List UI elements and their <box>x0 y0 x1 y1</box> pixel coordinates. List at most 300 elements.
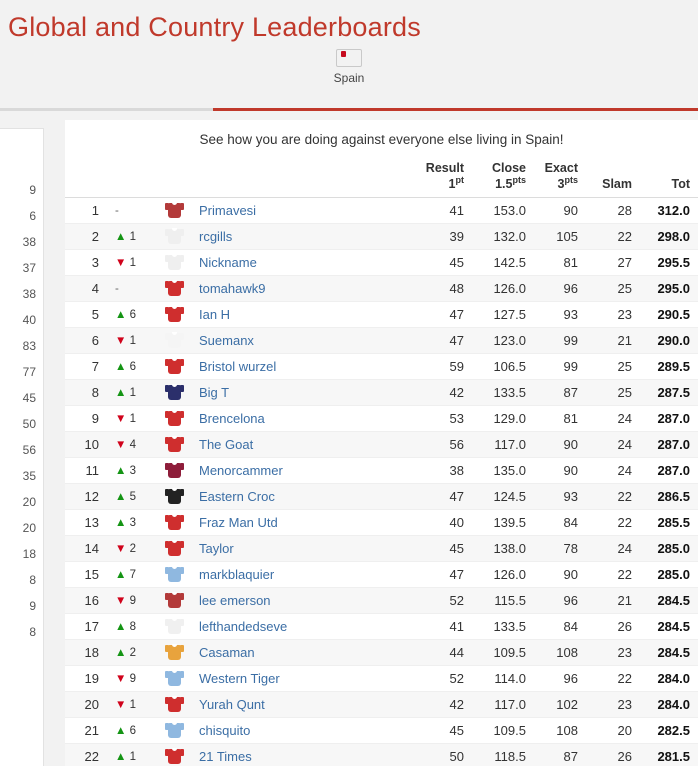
shirt-icon <box>165 201 184 218</box>
cell-close: 118.5 <box>472 744 534 766</box>
col-result[interactable] <box>416 161 472 198</box>
movement-value: 1 <box>129 412 136 425</box>
cell-kit <box>157 484 191 510</box>
cell-rank: 16 <box>65 588 105 614</box>
cell-rank: 20 <box>65 692 105 718</box>
col-slam[interactable]: Slam <box>586 161 640 198</box>
col-close[interactable] <box>472 161 534 198</box>
cell-kit <box>157 406 191 432</box>
shirt-icon <box>165 409 184 426</box>
cell-player-name[interactable] <box>191 614 416 640</box>
cell-exact: 96 <box>534 666 586 692</box>
shirt-icon <box>165 591 184 608</box>
cell-rank: 17 <box>65 614 105 640</box>
cell-result: 38 <box>416 458 472 484</box>
cell-kit <box>157 224 191 250</box>
cell-slam: 26 <box>586 744 640 766</box>
gutter-number: 83 <box>22 339 36 353</box>
tab-spain[interactable] <box>0 49 698 85</box>
cell-total: 287.0 <box>640 432 698 458</box>
cell-close: 106.5 <box>472 354 534 380</box>
cell-movement <box>105 510 157 536</box>
movement-value: 6 <box>129 360 136 373</box>
player-link[interactable]: Taylor <box>199 541 234 557</box>
cell-slam: 22 <box>586 224 640 250</box>
arrow-up-icon: ▲ <box>115 464 127 477</box>
arrow-down-icon: ▼ <box>115 594 127 607</box>
cell-rank: 1 <box>65 198 105 224</box>
cell-total: 312.0 <box>640 198 698 224</box>
cell-close: 133.5 <box>472 380 534 406</box>
cell-movement <box>105 406 157 432</box>
cell-kit <box>157 458 191 484</box>
cell-result: 56 <box>416 432 472 458</box>
cell-player-name[interactable] <box>191 458 416 484</box>
arrow-up-icon: ▲ <box>115 724 127 737</box>
cell-player-name[interactable] <box>191 224 416 250</box>
cell-result: 40 <box>416 510 472 536</box>
movement-value: 9 <box>129 672 136 685</box>
cell-player-name[interactable] <box>191 198 416 224</box>
cell-kit <box>157 744 191 766</box>
cell-player-name[interactable] <box>191 536 416 562</box>
player-link[interactable]: rcgills <box>199 229 233 245</box>
cell-result: 41 <box>416 614 472 640</box>
player-link[interactable]: Casaman <box>199 645 255 661</box>
table-row[interactable] <box>65 354 698 380</box>
tabbar-inactive-underline <box>0 108 213 111</box>
cell-player-name[interactable] <box>191 588 416 614</box>
cell-slam: 22 <box>586 562 640 588</box>
cell-result: 52 <box>416 588 472 614</box>
cell-rank: 19 <box>65 666 105 692</box>
cell-result: 47 <box>416 484 472 510</box>
cell-exact: 96 <box>534 588 586 614</box>
cell-player-name[interactable] <box>191 562 416 588</box>
movement-value: 2 <box>129 542 136 555</box>
cell-player-name[interactable] <box>191 692 416 718</box>
shirt-icon <box>165 539 184 556</box>
cell-kit <box>157 562 191 588</box>
cell-total: 286.5 <box>640 484 698 510</box>
movement-value: 1 <box>129 256 136 269</box>
col-tot[interactable]: Tot <box>640 161 698 198</box>
cell-player-name[interactable] <box>191 328 416 354</box>
cell-player-name[interactable] <box>191 432 416 458</box>
cell-total: 298.0 <box>640 224 698 250</box>
cell-player-name[interactable] <box>191 302 416 328</box>
cell-player-name[interactable] <box>191 640 416 666</box>
arrow-down-icon: ▼ <box>115 256 127 269</box>
cell-close: 109.5 <box>472 718 534 744</box>
player-link[interactable]: Suemanx <box>199 333 254 349</box>
shirt-icon <box>165 461 184 478</box>
player-link[interactable]: Western Tiger <box>199 671 280 687</box>
cell-exact: 84 <box>534 614 586 640</box>
cell-rank: 15 <box>65 562 105 588</box>
table-row[interactable] <box>65 406 698 432</box>
cell-movement <box>105 328 157 354</box>
cell-slam: 21 <box>586 328 640 354</box>
table-row[interactable] <box>65 432 698 458</box>
cell-exact: 96 <box>534 276 586 302</box>
col-close-sub-unit: pts <box>512 175 526 185</box>
cell-result: 50 <box>416 744 472 766</box>
gutter-number: 77 <box>22 365 36 379</box>
col-rank <box>65 161 105 198</box>
cell-player-name[interactable] <box>191 250 416 276</box>
movement-value: 1 <box>129 750 136 763</box>
gutter-number: 40 <box>22 313 36 327</box>
player-link[interactable]: lee emerson <box>199 593 271 609</box>
cell-player-name[interactable] <box>191 276 416 302</box>
cell-movement <box>105 276 157 302</box>
cell-total: 287.0 <box>640 406 698 432</box>
cell-exact: 108 <box>534 718 586 744</box>
cell-movement <box>105 432 157 458</box>
player-link[interactable]: Menorcammer <box>199 463 283 479</box>
col-result-sub-unit: pt <box>455 175 464 185</box>
cell-result: 59 <box>416 354 472 380</box>
cell-exact: 102 <box>534 692 586 718</box>
arrow-up-icon: ▲ <box>115 230 127 243</box>
cell-rank: 9 <box>65 406 105 432</box>
cell-rank: 14 <box>65 536 105 562</box>
cell-total: 289.5 <box>640 354 698 380</box>
cell-kit <box>157 588 191 614</box>
leaderboard-subtitle: See how you are doing against everyone else living in Spain! <box>199 132 564 147</box>
cell-rank: 18 <box>65 640 105 666</box>
table-row[interactable] <box>65 666 698 692</box>
cell-close: 124.5 <box>472 484 534 510</box>
player-link[interactable]: Bristol wurzel <box>199 359 277 375</box>
cell-slam: 25 <box>586 276 640 302</box>
cell-kit <box>157 692 191 718</box>
cell-close: 139.5 <box>472 510 534 536</box>
cell-close: 115.5 <box>472 588 534 614</box>
cell-rank: 10 <box>65 432 105 458</box>
cell-rank: 5 <box>65 302 105 328</box>
cell-total: 295.5 <box>640 250 698 276</box>
cell-exact: 90 <box>534 562 586 588</box>
cell-kit <box>157 380 191 406</box>
cell-result: 39 <box>416 224 472 250</box>
cell-rank: 6 <box>65 328 105 354</box>
table-row[interactable] <box>65 224 698 250</box>
shirt-icon <box>165 747 184 764</box>
col-result-label: Result <box>425 161 464 175</box>
spain-flag-icon <box>336 49 362 67</box>
arrow-down-icon: ▼ <box>115 412 127 425</box>
gutter-number: 9 <box>29 183 36 197</box>
player-link[interactable]: Fraz Man Utd <box>199 515 278 531</box>
cell-player-name[interactable] <box>191 744 416 766</box>
cell-total: 284.0 <box>640 666 698 692</box>
cell-exact: 81 <box>534 250 586 276</box>
shirt-icon <box>165 669 184 686</box>
arrow-up-icon: ▲ <box>115 360 127 373</box>
cell-result: 41 <box>416 198 472 224</box>
cell-kit <box>157 666 191 692</box>
cell-movement <box>105 380 157 406</box>
cell-total: 295.0 <box>640 276 698 302</box>
player-link[interactable]: Ian H <box>199 307 231 323</box>
movement-value: 6 <box>129 724 136 737</box>
col-exact-label: Exact <box>544 161 578 175</box>
shirt-icon <box>165 643 184 660</box>
arrow-up-icon: ▲ <box>115 516 127 529</box>
movement-value: 7 <box>129 568 136 581</box>
arrow-down-icon: ▼ <box>115 698 127 711</box>
shirt-icon <box>165 487 184 504</box>
movement-value: 6 <box>129 308 136 321</box>
arrow-up-icon: ▲ <box>115 386 127 399</box>
cell-slam: 24 <box>586 406 640 432</box>
cell-exact: 93 <box>534 484 586 510</box>
movement-value: 1 <box>129 230 136 243</box>
movement-value: 1 <box>129 334 136 347</box>
cell-total: 285.0 <box>640 562 698 588</box>
cell-exact: 87 <box>534 744 586 766</box>
table-body <box>65 198 698 766</box>
cell-total: 282.5 <box>640 718 698 744</box>
cell-movement <box>105 198 157 224</box>
cell-rank: 2 <box>65 224 105 250</box>
cell-player-name[interactable] <box>191 354 416 380</box>
cell-rank: 22 <box>65 744 105 766</box>
col-move <box>105 161 157 198</box>
cell-total: 290.0 <box>640 328 698 354</box>
cell-player-name[interactable] <box>191 718 416 744</box>
table-row[interactable] <box>65 276 698 302</box>
cell-slam: 28 <box>586 198 640 224</box>
shirt-icon <box>165 695 184 712</box>
cell-player-name[interactable] <box>191 380 416 406</box>
cell-rank: 11 <box>65 458 105 484</box>
cell-result: 47 <box>416 302 472 328</box>
cell-total: 284.5 <box>640 588 698 614</box>
cell-rank: 21 <box>65 718 105 744</box>
cell-total: 284.0 <box>640 692 698 718</box>
shirt-icon <box>165 721 184 738</box>
gutter-number: 35 <box>22 469 36 483</box>
cell-player-name[interactable] <box>191 510 416 536</box>
cell-movement <box>105 224 157 250</box>
cell-movement <box>105 666 157 692</box>
table-header <box>65 161 698 198</box>
arrow-up-icon: ▲ <box>115 490 127 503</box>
player-link[interactable]: Eastern Croc <box>199 489 275 505</box>
tab-spain-label: Spain <box>333 71 365 85</box>
cell-slam: 23 <box>586 302 640 328</box>
cell-player-name[interactable] <box>191 666 416 692</box>
cell-total: 287.5 <box>640 380 698 406</box>
arrow-down-icon: ▼ <box>115 542 127 555</box>
player-link[interactable]: Brencelona <box>199 411 265 427</box>
cell-movement <box>105 614 157 640</box>
table-row[interactable] <box>65 588 698 614</box>
table-row[interactable] <box>65 614 698 640</box>
shirt-icon <box>165 357 184 374</box>
gutter-number: 56 <box>22 443 36 457</box>
cell-close: 142.5 <box>472 250 534 276</box>
shirt-icon <box>165 513 184 530</box>
cell-kit <box>157 640 191 666</box>
cell-slam: 22 <box>586 484 640 510</box>
cell-result: 47 <box>416 562 472 588</box>
table-row[interactable] <box>65 484 698 510</box>
movement-value: 3 <box>129 464 136 477</box>
player-link[interactable]: markblaquier <box>199 567 275 583</box>
table-row[interactable] <box>65 510 698 536</box>
col-kit <box>157 161 191 198</box>
cell-close: 117.0 <box>472 692 534 718</box>
cell-slam: 22 <box>586 510 640 536</box>
cell-close: 117.0 <box>472 432 534 458</box>
cell-total: 281.5 <box>640 744 698 766</box>
arrow-up-icon: ▲ <box>115 646 127 659</box>
gutter-number: 38 <box>22 235 36 249</box>
cell-close: 126.0 <box>472 276 534 302</box>
cell-player-name[interactable] <box>191 406 416 432</box>
movement-value: 1 <box>129 386 136 399</box>
cell-close: 123.0 <box>472 328 534 354</box>
cell-kit <box>157 354 191 380</box>
movement-value: 9 <box>129 594 136 607</box>
cell-total: 285.5 <box>640 510 698 536</box>
cell-kit <box>157 718 191 744</box>
col-exact-sub-num: 3 <box>557 177 565 192</box>
cell-slam: 23 <box>586 692 640 718</box>
table-row[interactable] <box>65 640 698 666</box>
table-row[interactable] <box>65 692 698 718</box>
table-row[interactable] <box>65 328 698 354</box>
table-row[interactable] <box>65 198 698 224</box>
gutter-number: 18 <box>22 547 36 561</box>
cell-exact: 93 <box>534 302 586 328</box>
shirt-icon <box>165 435 184 452</box>
cell-result: 48 <box>416 276 472 302</box>
cell-slam: 20 <box>586 718 640 744</box>
gutter-number: 20 <box>22 495 36 509</box>
cell-total: 284.5 <box>640 640 698 666</box>
player-link[interactable]: 21 Times <box>199 749 252 765</box>
player-link[interactable]: tomahawk9 <box>199 281 266 297</box>
player-link[interactable]: The Goat <box>199 437 254 453</box>
player-link[interactable]: Primavesi <box>199 203 257 219</box>
col-exact-sub-unit: pts <box>564 175 578 185</box>
movement-value: 2 <box>129 646 136 659</box>
cell-slam: 25 <box>586 380 640 406</box>
gutter-number: 50 <box>22 417 36 431</box>
cell-kit <box>157 250 191 276</box>
shirt-icon <box>165 305 184 322</box>
arrow-up-icon: ▲ <box>115 750 127 763</box>
arrow-up-icon: ▲ <box>115 568 127 581</box>
cell-close: 127.5 <box>472 302 534 328</box>
player-link[interactable]: Nickname <box>199 255 257 271</box>
table-row[interactable] <box>65 718 698 744</box>
movement-value: 1 <box>129 698 136 711</box>
cell-result: 45 <box>416 250 472 276</box>
cell-movement <box>105 302 157 328</box>
cell-result: 42 <box>416 692 472 718</box>
cell-kit <box>157 432 191 458</box>
gutter-number: 6 <box>29 209 36 223</box>
cell-movement <box>105 354 157 380</box>
cell-close: 135.0 <box>472 458 534 484</box>
cell-rank: 8 <box>65 380 105 406</box>
cell-movement <box>105 458 157 484</box>
country-tabbar <box>0 49 698 111</box>
cell-slam: 22 <box>586 666 640 692</box>
table-row[interactable] <box>65 536 698 562</box>
movement-flat-icon: - <box>115 282 119 295</box>
col-close-label: Close <box>491 161 526 175</box>
cell-close: 153.0 <box>472 198 534 224</box>
movement-value: 3 <box>129 516 136 529</box>
leaderboard-table <box>65 161 698 766</box>
col-name <box>191 161 416 198</box>
cell-close: 132.0 <box>472 224 534 250</box>
gutter-number: 8 <box>29 625 36 639</box>
shirt-icon <box>165 279 184 296</box>
cell-movement <box>105 744 157 766</box>
table-row[interactable] <box>65 458 698 484</box>
cell-slam: 23 <box>586 640 640 666</box>
gutter-number: 20 <box>22 521 36 535</box>
cell-kit <box>157 328 191 354</box>
cell-result: 45 <box>416 536 472 562</box>
cell-exact: 105 <box>534 224 586 250</box>
table-row[interactable] <box>65 380 698 406</box>
cell-exact: 108 <box>534 640 586 666</box>
cell-movement <box>105 692 157 718</box>
player-link[interactable]: Big T <box>199 385 230 401</box>
cell-movement <box>105 536 157 562</box>
cell-exact: 90 <box>534 432 586 458</box>
cell-rank: 4 <box>65 276 105 302</box>
cell-exact: 90 <box>534 198 586 224</box>
player-link[interactable]: lefthandedseve <box>199 619 288 635</box>
table-row[interactable] <box>65 744 698 766</box>
cell-exact: 99 <box>534 354 586 380</box>
table-row[interactable] <box>65 250 698 276</box>
cell-player-name[interactable] <box>191 484 416 510</box>
cell-exact: 99 <box>534 328 586 354</box>
cell-slam: 26 <box>586 614 640 640</box>
player-link[interactable]: chisquito <box>199 723 251 739</box>
leaderboard-panel <box>65 120 698 766</box>
table-row[interactable] <box>65 562 698 588</box>
col-exact[interactable] <box>534 161 586 198</box>
cell-total: 284.5 <box>640 614 698 640</box>
cell-kit <box>157 614 191 640</box>
cell-result: 53 <box>416 406 472 432</box>
cell-result: 47 <box>416 328 472 354</box>
cell-movement <box>105 718 157 744</box>
cell-exact: 78 <box>534 536 586 562</box>
page-title: Global and Country Leaderboards <box>8 12 421 42</box>
movement-value: 4 <box>129 438 136 451</box>
cell-movement <box>105 250 157 276</box>
gutter-number: 9 <box>29 599 36 613</box>
cell-exact: 87 <box>534 380 586 406</box>
player-link[interactable]: Yurah Qunt <box>199 697 265 713</box>
cell-result: 44 <box>416 640 472 666</box>
gutter-number: 8 <box>29 573 36 587</box>
table-row[interactable] <box>65 302 698 328</box>
